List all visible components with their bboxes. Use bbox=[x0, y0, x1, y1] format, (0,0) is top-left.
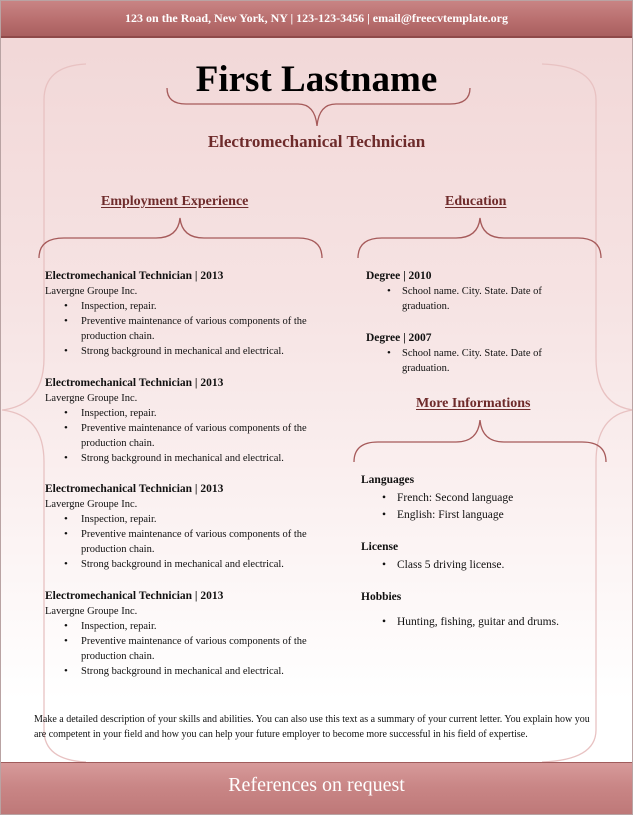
list-item: • Strong background in mechanical and electrical. bbox=[45, 557, 325, 572]
employment-entry-company: Lavergne Groupe Inc. bbox=[45, 393, 138, 404]
education-entry bbox=[366, 330, 571, 376]
license-label: License bbox=[361, 541, 399, 553]
employment-entry bbox=[45, 375, 325, 466]
list-item: • Preventive maintenance of various components of the production chain. bbox=[45, 314, 325, 344]
employment-entry-title: Electromechanical Technician | 2013 bbox=[45, 377, 224, 389]
list-item: • Inspection, repair. bbox=[45, 406, 325, 421]
list-item: • Inspection, repair. bbox=[45, 299, 325, 314]
outer-right-brace bbox=[542, 64, 633, 762]
employment-entry-company: Lavergne Groupe Inc. bbox=[45, 499, 138, 510]
employment-brace bbox=[39, 218, 322, 258]
list-item: • Hunting, fishing, guitar and drums. bbox=[361, 614, 601, 631]
employment-entry-company: Lavergne Groupe Inc. bbox=[45, 606, 138, 617]
references-footer: References on request bbox=[0, 762, 633, 815]
education-details bbox=[366, 346, 571, 376]
employment-entry bbox=[45, 481, 325, 572]
hobbies-block bbox=[361, 589, 601, 631]
languages-list bbox=[361, 490, 601, 524]
list-item: • English: First language bbox=[361, 507, 601, 524]
languages-block bbox=[361, 472, 601, 524]
employment-entry-bullets bbox=[45, 406, 325, 466]
education-heading: Education bbox=[445, 194, 507, 209]
education-degree: Degree | 2010 bbox=[366, 270, 432, 282]
employment-entry bbox=[45, 588, 325, 679]
contact-bar: 123 on the Road, New York, NY | 123-123-3456 | email@freecvtemplate.org bbox=[0, 0, 633, 38]
list-item: • School name. City. State. Date of graduation. bbox=[366, 284, 571, 314]
employment-entry-bullets bbox=[45, 299, 325, 359]
more-info-heading: More Informations bbox=[416, 396, 531, 411]
candidate-name: First Lastname bbox=[195, 59, 438, 100]
list-item: • Inspection, repair. bbox=[45, 619, 325, 634]
list-item: • Preventive maintenance of various components of the production chain. bbox=[45, 527, 325, 557]
languages-label: Languages bbox=[361, 474, 415, 486]
list-item: • Inspection, repair. bbox=[45, 512, 325, 527]
list-item: • French: Second language bbox=[361, 490, 601, 507]
employment-entry-title: Electromechanical Technician | 2013 bbox=[45, 590, 224, 602]
education-degree: Degree | 2007 bbox=[366, 332, 432, 344]
employment-entry-title: Electromechanical Technician | 2013 bbox=[45, 483, 224, 495]
list-item: • Preventive maintenance of various components of the production chain. bbox=[45, 421, 325, 451]
employment-entry-company: Lavergne Groupe Inc. bbox=[45, 286, 138, 297]
hobbies-list bbox=[361, 614, 601, 631]
license-list bbox=[361, 557, 601, 574]
list-item: • Strong background in mechanical and electrical. bbox=[45, 344, 325, 359]
list-item: • Strong background in mechanical and electrical. bbox=[45, 451, 325, 466]
employment-entry-title: Electromechanical Technician | 2013 bbox=[45, 270, 224, 282]
education-details bbox=[366, 284, 571, 314]
education-entry bbox=[366, 268, 571, 314]
job-title: Electromechanical Technician bbox=[207, 132, 426, 151]
list-item: • Strong background in mechanical and electrical. bbox=[45, 664, 325, 679]
employment-entry bbox=[45, 268, 325, 359]
more-info-brace bbox=[354, 420, 606, 462]
employment-entry-bullets bbox=[45, 512, 325, 572]
license-block bbox=[361, 539, 601, 574]
list-item: • Preventive maintenance of various components of the production chain. bbox=[45, 634, 325, 664]
list-item: • Class 5 driving license. bbox=[361, 557, 601, 574]
list-item: • School name. City. State. Date of graduation. bbox=[366, 346, 571, 376]
education-brace bbox=[358, 218, 601, 258]
summary-text: Make a detailed description of your skills and abilities. You can also use this text as a summary of your current letter. You explain how you are competent in your field and how you can help your future employer to become more successful in his field of expertise. bbox=[34, 714, 590, 740]
employment-entry-bullets bbox=[45, 619, 325, 679]
hobbies-label: Hobbies bbox=[361, 591, 402, 603]
employment-heading: Employment Experience bbox=[101, 194, 249, 209]
